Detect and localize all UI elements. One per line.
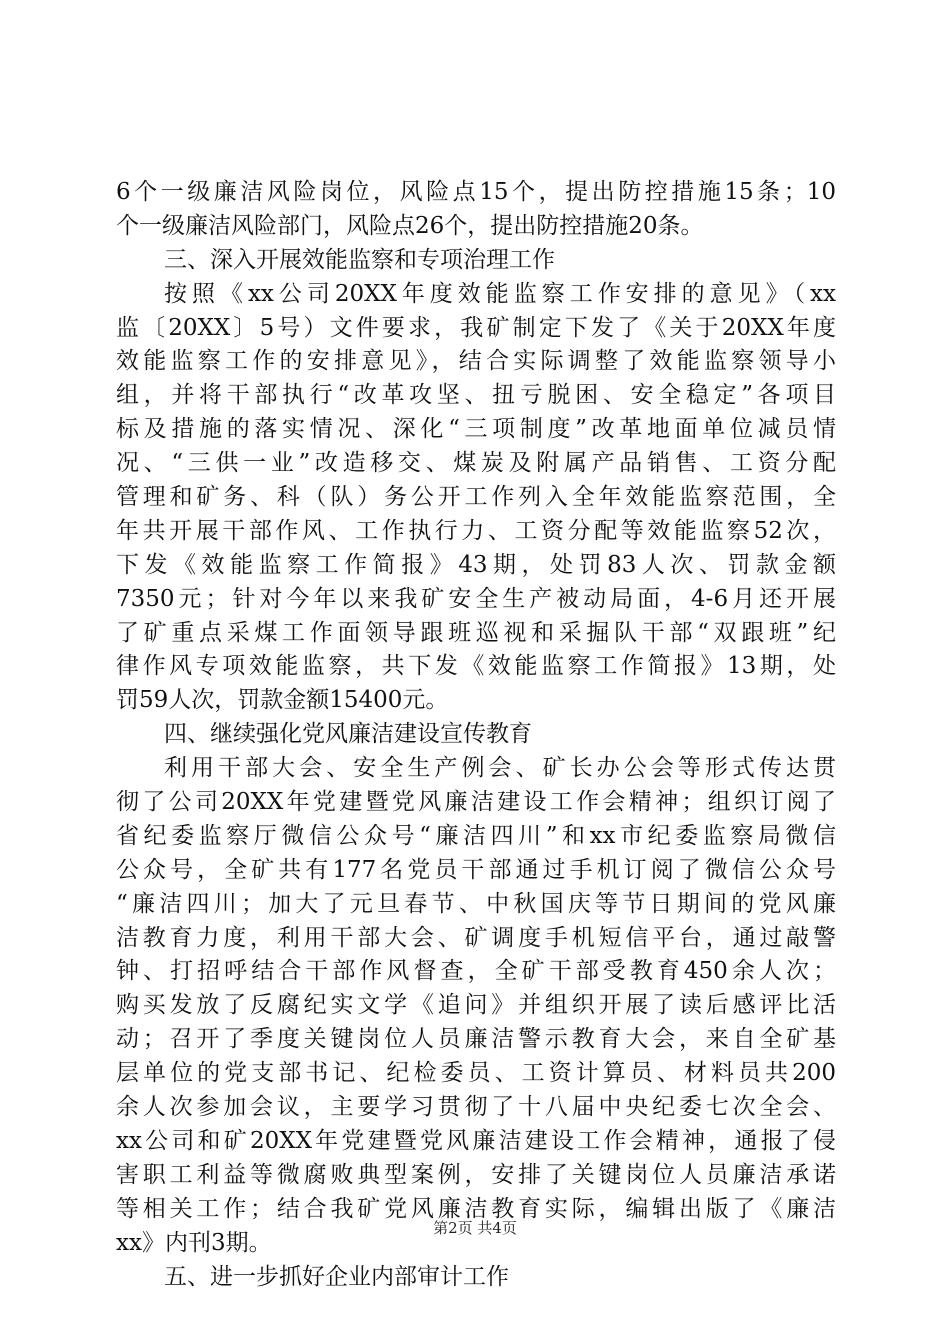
- page-footer: 第2页 共4页: [433, 1219, 517, 1237]
- text-line: 监〔20XX〕5号）文件要求，我矿制定下发了《关于20XX年度: [116, 314, 836, 341]
- text-line: 省纪委监察厅微信公众号“廉洁四川”和xx市纪委监察局微信: [116, 822, 836, 849]
- text-line: 层单位的党支部书记、纪检委员、工资计算员、材料员共200: [116, 1060, 836, 1087]
- text-line: 了矿重点采煤工作面领导跟班巡视和采掘队干部“双跟班”纪: [116, 619, 836, 646]
- text-line: 钟、打招呼结合干部作风督查，全矿干部受教育450余人次；: [116, 958, 836, 985]
- paragraph: [116, 278, 836, 719]
- paragraph: [116, 176, 836, 244]
- text-line: 7350元；针对今年以来我矿安全生产被动局面，4-6月还开展: [116, 585, 836, 612]
- text-line: xx公司和矿20XX年党建暨党风廉洁建设工作会精神，通报了侵: [116, 1127, 836, 1154]
- text-line: 年共开展干部作风、工作执行力、工资分配等效能监察52次，: [116, 517, 836, 544]
- text-line: 洁教育力度，利用干部大会、矿调度手机短信平台，通过敲警: [116, 924, 836, 951]
- document-body: [116, 176, 836, 1294]
- text-line: 管理和矿务、科（队）务公开工作列入全年效能监察范围，全: [116, 484, 836, 511]
- text-line: “廉洁四川；加大了元旦春节、中秋国庆等节日期间的党风廉: [116, 890, 836, 917]
- text-line: 彻了公司20XX年党建暨党风廉洁建设工作会精神；组织订阅了: [116, 789, 836, 816]
- text-line: 害职工利益等微腐败典型案例，安排了关键岗位人员廉洁承诺: [116, 1161, 836, 1188]
- text-line: 效能监察工作的安排意见》，结合实际调整了效能监察领导小: [116, 348, 836, 375]
- text-line: 购买发放了反腐纪实文学《追问》并组织开展了读后感评比活: [116, 992, 836, 1019]
- text-line: 况、“三供一业”改造移交、煤炭及附属产品销售、工资分配: [116, 450, 836, 477]
- text-line: 6个一级廉洁风险岗位，风险点15个，提出防控措施15条；10: [116, 179, 836, 205]
- text-line: 罚59人次，罚款金额15400元。: [116, 687, 449, 714]
- section-heading: [116, 244, 836, 278]
- text-line: 五、进一步抓好企业内部审计工作: [164, 1263, 509, 1290]
- section-heading: [116, 1261, 836, 1295]
- text-line: 标及措施的落实情况、深化“三项制度”改革地面单位减员情: [116, 416, 836, 443]
- text-line: 按照《xx公司20XX年度效能监察工作安排的意见》（xx: [164, 280, 836, 307]
- paragraph: [116, 752, 836, 1260]
- text-line: 下发《效能监察工作简报》43期，处罚83人次、罚款金额: [116, 551, 836, 578]
- text-line: 余人次参加会议，主要学习贯彻了十八届中央纪委七次全会、: [116, 1094, 836, 1121]
- text-line: 四、继续强化党风廉洁建设宣传教育: [164, 721, 532, 748]
- text-line: 律作风专项效能监察，共下发《效能监察工作简报》13期，处: [116, 653, 836, 680]
- text-line: 公众号，全矿共有177名党员干部通过手机订阅了微信公众号: [116, 856, 836, 883]
- text-line: 组，并将干部执行“改革攻坚、扭亏脱困、安全稳定”各项目: [116, 382, 836, 409]
- text-line: 动；召开了季度关键岗位人员廉洁警示教育大会，来自全矿基: [116, 1026, 836, 1053]
- text-line: 等相关工作；结合我矿党风廉洁教育实际，编辑出版了《廉洁: [116, 1195, 836, 1222]
- text-line: 个一级廉洁风险部门，风险点26个，提出防控措施20条。: [116, 212, 704, 239]
- text-line: 三、深入开展效能监察和专项治理工作: [164, 246, 555, 273]
- text-line: 利用干部大会、安全生产例会、矿长办公会等形式传达贯: [164, 755, 836, 782]
- section-heading: [116, 718, 836, 752]
- text-line: xx》内刊3期。: [116, 1229, 272, 1256]
